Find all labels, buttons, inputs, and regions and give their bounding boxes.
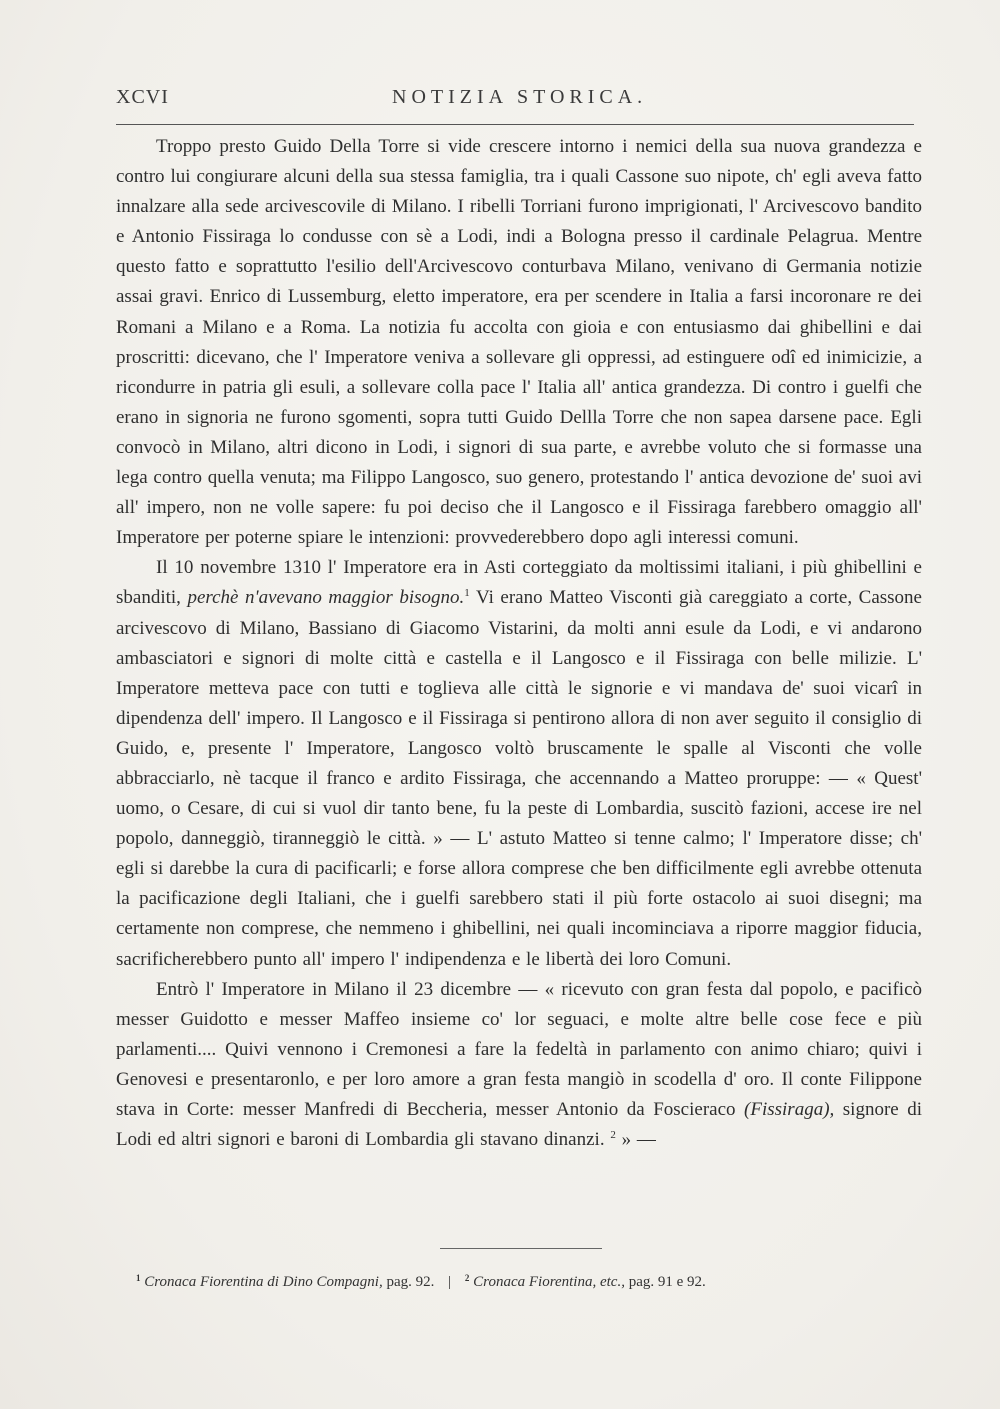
footnote-reference: 2 bbox=[610, 1129, 616, 1142]
paragraph bbox=[116, 553, 922, 974]
text-run: Entrò l' Imperatore in Milano il 23 dicembre — « ricevuto con gran festa dal popolo, e pacificò messer Guidotto e messer Maffeo insieme co' lor seguaci, e molte altre belle cose fece e più parlamenti.... Quivi vennono i Cremonesi a fare la fedeltà in parlamento con animo chiaro; quivi i Genovesi e presentaronlo, e per loro amore a gran festa mangiò in scodella d' oro. Il conte Filippone stava in Corte: messer Manfredi di Beccheria, messer Antonio da Foscieraco bbox=[116, 978, 922, 1120]
running-title: NOTIZIA STORICA. bbox=[392, 86, 648, 108]
italic-text: (Fissiraga), bbox=[744, 1099, 835, 1120]
paragraph bbox=[116, 975, 922, 1156]
header-rule bbox=[116, 124, 914, 125]
footnote-separator: | bbox=[448, 1274, 452, 1290]
footnote-ref: pag. 91 e 92. bbox=[624, 1274, 706, 1290]
text-run: Vi erano Matteo Visconti già careggiato a corte, Cassone arcivescovo di Milano, Bassiano di Giacomo Vistarini, da molti anni esule da Lodi, e vi andarono ambasciatori e signori di molte città e castella e il Langosco e il Fissiraga con belle milizie. L' Imperatore metteva pace con tutti e toglieva alle città le signorie e vi mandava de' suoi vicarî in dipendenza dell' impero. Il Langosco e il Fissiraga si pentirono allora di non aver seguito il consiglio di Guido, e, presente l' Imperatore, Langosco voltò bruscamente le spalle al Visconti che volle abbracciarlo, nè tacque il franco e ardito Fissiraga, che accennando a Matteo proruppe: — « Quest' uomo, o Cesare, di cui si vuol dir tanto bene, fu la peste di Lombardia, suscitò fazioni, accese ire nel popolo, danneggiò, tiranneggiò le città. » — L' astuto Matteo si tenne calmo; l' Imperatore disse; ch' egli si darebbe la cura di pacificarli; e forse allora comprese che ben difficilmente egli avrebbe ottenuta la pacificazione degli Italiani, che i guelfi sarebbero stati il più forte ostacolo ai suoi disegni; ma certamente non comprese, che nemmeno i ghibellini, nei quali incominciava a riporre maggior fiducia, sacrificherebbero punto all' impero l' indipendenza e le libertà dei loro Comuni. bbox=[116, 587, 922, 970]
footnotes bbox=[136, 1273, 906, 1291]
footnote-ref: pag. 92. bbox=[382, 1274, 435, 1290]
footnote bbox=[136, 1274, 438, 1290]
body-text bbox=[116, 132, 922, 1155]
page-number: XCVI bbox=[116, 86, 169, 108]
footnote-title: Cronaca Fiorentina, etc., bbox=[473, 1274, 625, 1290]
footnote-mark: 2 bbox=[464, 1273, 470, 1283]
text-run: Troppo presto Guido Della Torre si vide crescere intorno i nemici della sua nuova grandezza e contro lui congiurare alcuni della sua stessa famiglia, tra i quali Cassone suo nipote, ch' egli aveva fatto innalzare alla sede arcivescovile di Milano. I ribelli Torriani furono imprigionati, l' Arcivescovo bandito e Antonio Fissiraga lo condusse con sè a Lodi, indi a Bologna presso il cardinale Pelagrua. Mentre questo fatto e soprattutto l'esilio dell'Arcivescovo conturbava Milano, venivano di Germania notizie assai gravi. Enrico di Lussemburg, eletto imperatore, era per scendere in Italia a farsi incoronare re dei Romani a Milano e a Roma. La notizia fu accolta con gioia e con entusiasmo dai ghibellini e dai proscritti: dicevano, che l' Imperatore veniva a sollevare gli oppressi, ad estinguere odî ed inimicizie, a ricondurre in patria gli esuli, a sollevare colla pace l' Italia all' antica grandezza. Di contro i guelfi che erano in signoria ne furono sgomenti, sopra tutti Guido Dellla Torre che non sapea darsene pace. Egli convocò in Milano, altri dicono in Lodi, i signori di sua parte, e avrebbe voluto che si formasse una lega contro quella venuta; ma Filippo Langosco, suo genero, protestando l' antica devozione de' suoi avi all' impero, non ne volle sapere: fu poi deciso che il Langosco e il Fissiraga farebbero omaggio all' Imperatore per poterne spiare le intenzioni: provvederebbero dopo agli interessi comuni. bbox=[116, 136, 922, 549]
footnote-rule bbox=[440, 1248, 602, 1249]
paragraph bbox=[116, 132, 922, 553]
page-header bbox=[116, 86, 916, 116]
text-run: signore di Lodi ed altri signori e baroni di Lombardia gli stavano dinanzi. bbox=[116, 1099, 922, 1151]
text-run: » — bbox=[615, 1129, 656, 1151]
text-run: Il 10 novembre 1310 l' Imperatore era in Asti corteggiato da moltissimi italiani, i più ghibellini e sbanditi, bbox=[116, 557, 922, 609]
footnote bbox=[465, 1274, 706, 1290]
italic-text: perchè n'avevano maggior bisogno. bbox=[187, 587, 465, 609]
footnote-title: Cronaca Fiorentina di Dino Compagni, bbox=[144, 1274, 383, 1290]
footnote-mark: 1 bbox=[136, 1273, 141, 1283]
footnote-reference: 1 bbox=[464, 587, 470, 600]
